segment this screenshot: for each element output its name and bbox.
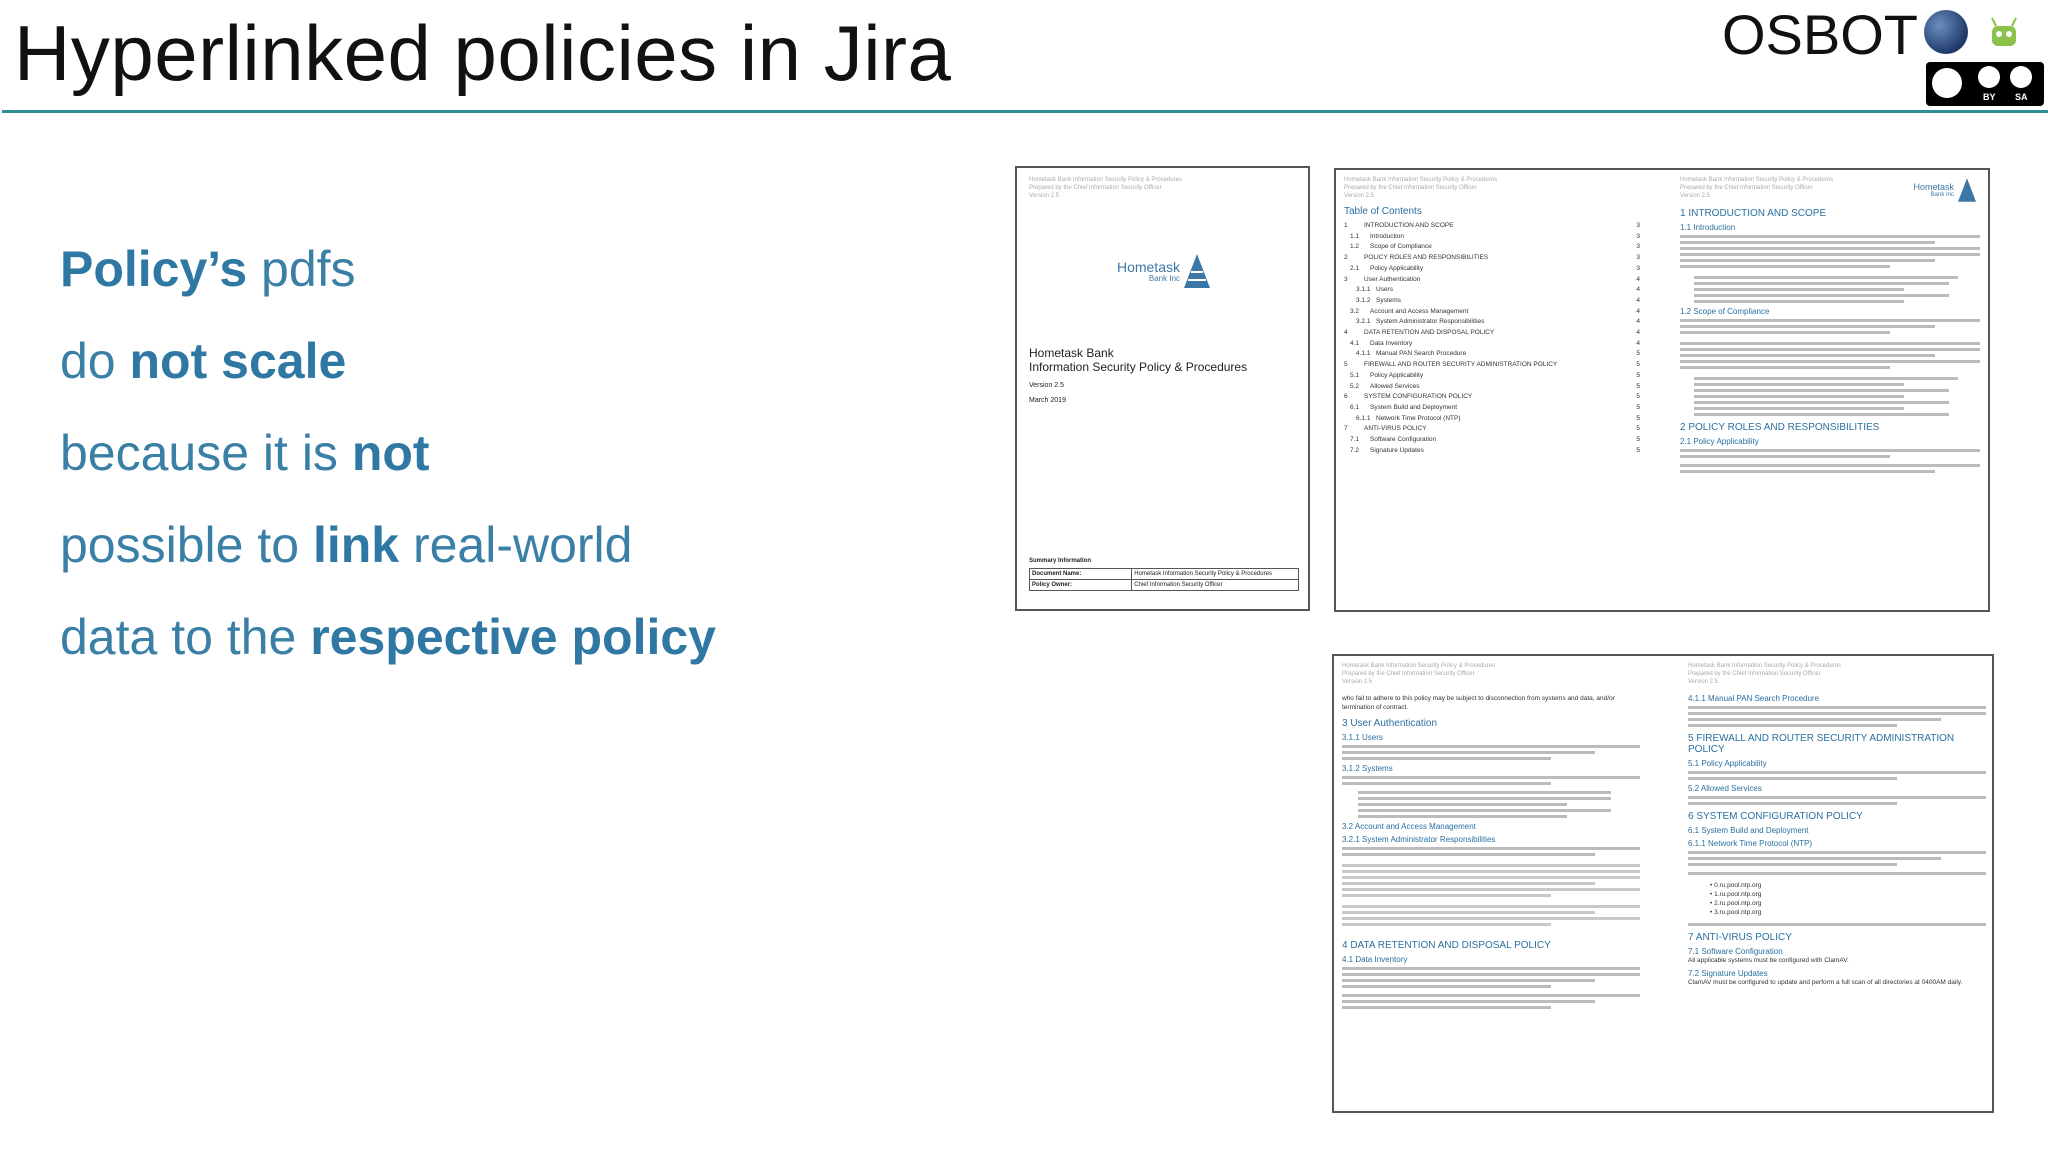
section-heading: 5 FIREWALL AND ROUTER SECURITY ADMINISTRATION POLICY [1688, 733, 1955, 755]
toc-entry-number: 2 [1344, 254, 1348, 262]
by-icon [1978, 66, 2000, 88]
toc-entry[interactable] [1344, 242, 1640, 253]
bullet-bold: not [351, 425, 430, 481]
toc-entry[interactable] [1344, 221, 1640, 232]
toc-entry-number: 5.1 [1350, 371, 1360, 379]
robot-icon [1986, 14, 2022, 50]
toc-entry[interactable] [1344, 232, 1640, 243]
ntp-server-item: • 3.ru.pool.ntp.org [1710, 909, 1762, 916]
section-heading: 4.1.1 Manual PAN Search Procedure [1688, 694, 1820, 703]
toc-entry[interactable] [1344, 435, 1640, 446]
toc-entry-number: 4 [1344, 329, 1348, 337]
summary-table [1029, 568, 1299, 591]
toc-entry-label: INTRODUCTION AND SCOPE [1364, 222, 1454, 229]
by-label: BY [1983, 92, 1996, 102]
bullet-text: pdfs [247, 241, 356, 297]
toc-entry[interactable] [1344, 285, 1640, 296]
toc-entry-number: 1.1 [1350, 232, 1360, 240]
bullet-text: real-world [399, 517, 633, 573]
toc-entry-page: 5 [1636, 436, 1640, 444]
toc-entry-number: 4.1.1 [1356, 350, 1371, 358]
policy-body-spread [1332, 654, 1994, 1113]
toc-entry-page: 5 [1636, 371, 1640, 379]
toc-entry-page: 4 [1636, 329, 1640, 337]
ntp-server-item: • 0.ru.pool.ntp.org [1710, 882, 1762, 889]
toc-entry[interactable] [1344, 349, 1640, 360]
bullet-line-3 [60, 424, 430, 482]
bullet-text: do [60, 333, 130, 389]
bullet-line-2 [60, 332, 346, 390]
section-heading: 5.2 Allowed Services [1688, 784, 1762, 793]
section-heading: 1.1 Introduction [1680, 223, 1736, 232]
toc-entry[interactable] [1344, 339, 1640, 350]
section-heading: 7.1 Software Configuration [1688, 947, 1783, 956]
toc-entry-label: SYSTEM CONFIGURATION POLICY [1364, 393, 1473, 401]
policy-title: Information Security Policy & Procedures [1029, 360, 1248, 374]
toc-entry[interactable] [1344, 264, 1640, 275]
body-page-left [1342, 662, 1640, 1012]
table-row: Document Name: Hometask Information Security Policy & Procedures [1030, 569, 1299, 580]
toc-entry-page: 4 [1636, 339, 1640, 347]
section-heading: 2.1 Policy Applicability [1680, 437, 1759, 446]
toc-entry-label: System Build and Deployment [1370, 403, 1458, 411]
toc-entry[interactable] [1344, 317, 1640, 328]
toc-entry[interactable] [1344, 392, 1640, 403]
section-heading: 6 SYSTEM CONFIGURATION POLICY [1688, 811, 1863, 822]
bullet-bold: Policy’s [60, 241, 248, 297]
toc-entry-label: System Administrator Responsibilities [1376, 318, 1485, 326]
toc-entry-label: User Authentication [1364, 275, 1421, 283]
toc-entry-label: POLICY ROLES AND RESPONSIBILITIES [1364, 254, 1489, 262]
hometask-logo-icon [1184, 254, 1210, 288]
toc-entry[interactable] [1344, 371, 1640, 382]
section-heading: 7 ANTI-VIRUS POLICY [1688, 932, 1792, 943]
bullet-line-5 [60, 608, 716, 666]
toc-entry-number: 5.2 [1350, 382, 1360, 390]
bullet-text: because it is [60, 425, 352, 481]
section-text: ClamAV must be configured to update and perform a full scan of all directories at 0400AM daily. [1688, 979, 1963, 986]
intro-paragraph: who fail to adhere to this policy may be subject to disconnection from systems and data, and/or termination of contract. [1342, 695, 1615, 711]
toc-entry-page: 5 [1636, 350, 1640, 358]
bank-name: Hometask Bank [1029, 346, 1114, 360]
globe-icon [1924, 10, 1968, 54]
page-header: Hometask Bank Information Security Policy & Procedures Prepared by the Chief Information Security Officer Version 2.5 [1342, 663, 1496, 685]
toc-entry[interactable] [1344, 360, 1640, 371]
toc-entry-number: 6.1.1 [1356, 414, 1371, 422]
toc-entry-page: 4 [1636, 296, 1640, 304]
toc-entry[interactable] [1344, 382, 1640, 393]
body-page-right [1688, 662, 1986, 987]
header-rule [2, 110, 2048, 113]
toc-entry[interactable] [1344, 275, 1640, 286]
page-header: Hometask Bank Information Security Policy & Procedures Prepared by the Chief Information Security Officer Version 2.5 [1688, 663, 1842, 685]
section-heading: 4 DATA RETENTION AND DISPOSAL POLICY [1342, 940, 1551, 951]
toc-entry-number: 1 [1344, 222, 1348, 229]
toc-entry-label: Policy Applicability [1370, 264, 1424, 272]
toc-entry-label: Account and Access Management [1370, 307, 1469, 315]
toc-entry-page: 5 [1636, 403, 1640, 411]
bullet-line-4 [60, 516, 632, 574]
toc-entry-page: 4 [1636, 307, 1640, 315]
bullet-bold: respective policy [310, 609, 716, 665]
bullet-text: possible to [60, 517, 313, 573]
toc-entry-page: 3 [1636, 254, 1640, 262]
toc-entry-page: 5 [1636, 446, 1640, 454]
section-heading: 6.1 System Build and Deployment [1688, 826, 1809, 835]
creative-commons-badge [1926, 62, 2044, 106]
toc-entry-label: Users [1376, 286, 1393, 294]
toc-entry-number: 3.2 [1350, 307, 1360, 315]
toc-entry-page: 5 [1636, 382, 1640, 390]
section-heading: 5.1 Policy Applicability [1688, 759, 1767, 768]
section-text: All applicable systems must be configured with ClamAV. [1688, 957, 1849, 964]
section-heading: 1.2 Scope of Compliance [1680, 307, 1770, 316]
toc-entry-number: 2.1 [1350, 264, 1360, 272]
toc-entry-label: Introduction [1370, 232, 1404, 240]
bullet-bold: not scale [129, 333, 347, 389]
bullet-bold: link [312, 517, 400, 573]
toc-entry-page: 5 [1636, 393, 1640, 401]
toc-entry[interactable] [1344, 328, 1640, 339]
toc-entry-page: 5 [1636, 425, 1640, 433]
toc-entry-label: DATA RETENTION AND DISPOSAL POLICY [1364, 329, 1495, 337]
ntp-server-item: • 1.ru.pool.ntp.org [1710, 891, 1762, 898]
toc-title: Table of Contents [1344, 206, 1422, 217]
sa-label: SA [2015, 92, 2028, 102]
toc-entry-page: 4 [1636, 286, 1640, 294]
toc-entry-page: 3 [1636, 232, 1640, 240]
bullet-line-1 [60, 240, 356, 298]
toc-entry-number: 3.1.2 [1356, 296, 1371, 304]
cc-icon [1932, 68, 1962, 98]
section-heading: 3.2 Account and Access Management [1342, 822, 1476, 831]
sa-icon [2010, 66, 2032, 88]
policy-date: March 2019 [1029, 397, 1066, 404]
section-heading: 6.1.1 Network Time Protocol (NTP) [1688, 839, 1813, 848]
toc-entry-number: 4.1 [1350, 339, 1360, 347]
toc-entry-number: 3.1.1 [1356, 286, 1371, 294]
section-heading: 2 POLICY ROLES AND RESPONSIBILITIES [1680, 422, 1880, 433]
toc-entry[interactable] [1344, 446, 1640, 457]
summary-label: Summary Information [1029, 558, 1092, 564]
toc-list [1344, 221, 1640, 456]
toc-entry[interactable] [1344, 414, 1640, 425]
policy-cover-page [1015, 166, 1310, 611]
toc-entry-number: 5 [1344, 361, 1348, 369]
toc-entry[interactable] [1344, 253, 1640, 264]
toc-entry-page: 4 [1636, 318, 1640, 326]
toc-entry-number: 3 [1344, 275, 1348, 283]
toc-entry-label: FIREWALL AND ROUTER SECURITY ADMINISTRATION POLICY [1364, 361, 1558, 369]
toc-entry-number: 7.2 [1350, 446, 1360, 454]
toc-entry-label: Data Inventory [1370, 339, 1413, 347]
toc-entry-page: 3 [1636, 222, 1640, 229]
bullet-text: data to the [60, 609, 311, 665]
section-heading: 3 User Authentication [1342, 718, 1438, 729]
toc-entry-number: 3.2.1 [1356, 318, 1371, 326]
toc-entry-page: 4 [1636, 275, 1640, 283]
page-header: Hometask Bank Information Security Policy & Procedures Prepared by the Chief Information Security Officer Version 2.5 [1680, 177, 1834, 199]
page-header: Hometask Bank Information Security Policy & Procedures Prepared by the Chief Information Security Officer Version 2.5 [1029, 177, 1183, 199]
page-header: Hometask Bank Information Security Policy & Procedures Prepared by the Chief Information Security Officer Version 2.5 [1344, 177, 1498, 199]
toc-entry-number: 7 [1344, 425, 1348, 433]
toc-entry-label: Signature Updates [1370, 446, 1424, 454]
toc-entry-page: 3 [1636, 243, 1640, 251]
ntp-server-item: • 2.ru.pool.ntp.org [1710, 900, 1762, 907]
slide-title: Hyperlinked policies in Jira [14, 9, 952, 97]
hometask-logo-icon [1958, 178, 1976, 202]
toc-entry-page: 5 [1636, 414, 1640, 422]
policy-version: Version 2.5 [1029, 382, 1065, 389]
toc-entry-number: 6 [1344, 393, 1348, 401]
toc-entry-number: 6.1 [1350, 403, 1360, 411]
section-heading: 7.2 Signature Updates [1688, 969, 1768, 978]
section-heading: 1 INTRODUCTION AND SCOPE [1680, 208, 1827, 219]
toc-entry-label: Network Time Protocol (NTP) [1376, 414, 1461, 422]
table-row: Policy Owner: Chief Information Security Officer [1030, 580, 1299, 591]
section-heading: 3.1.1 Users [1342, 733, 1383, 742]
section-heading: 3.2.1 System Administrator Responsibilities [1342, 835, 1496, 844]
intro-page [1680, 176, 1980, 476]
toc-entry-number: 7.1 [1350, 436, 1360, 444]
policy-toc-spread [1334, 168, 1990, 612]
hometask-logo: Hometask Bank Inc [1913, 178, 1976, 202]
toc-entry-label: Software Configuration [1370, 436, 1437, 444]
toc-entry-label: Policy Applicability [1370, 371, 1424, 379]
toc-entry-label: Manual PAN Search Procedure [1376, 350, 1467, 358]
section-heading: 3.1.2 Systems [1342, 764, 1393, 773]
toc-entry-page: 5 [1636, 361, 1640, 369]
toc-entry-label: ANTI-VIRUS POLICY [1364, 425, 1427, 433]
toc-entry[interactable] [1344, 403, 1640, 414]
toc-entry-number: 1.2 [1350, 243, 1360, 251]
brand-name: OSBOT [1721, 3, 1918, 66]
section-heading: 4.1 Data Inventory [1342, 955, 1408, 964]
toc-entry[interactable] [1344, 307, 1640, 318]
toc-entry[interactable] [1344, 424, 1640, 435]
toc-entry-label: Scope of Compliance [1370, 243, 1432, 251]
toc-entry-label: Systems [1376, 296, 1401, 304]
hometask-logo: Hometask Bank Inc [1117, 254, 1210, 288]
ntp-server-list [1710, 881, 1986, 917]
toc-entry[interactable] [1344, 296, 1640, 307]
toc-entry-page: 3 [1636, 264, 1640, 272]
toc-page [1344, 176, 1640, 456]
toc-entry-label: Allowed Services [1370, 382, 1420, 390]
